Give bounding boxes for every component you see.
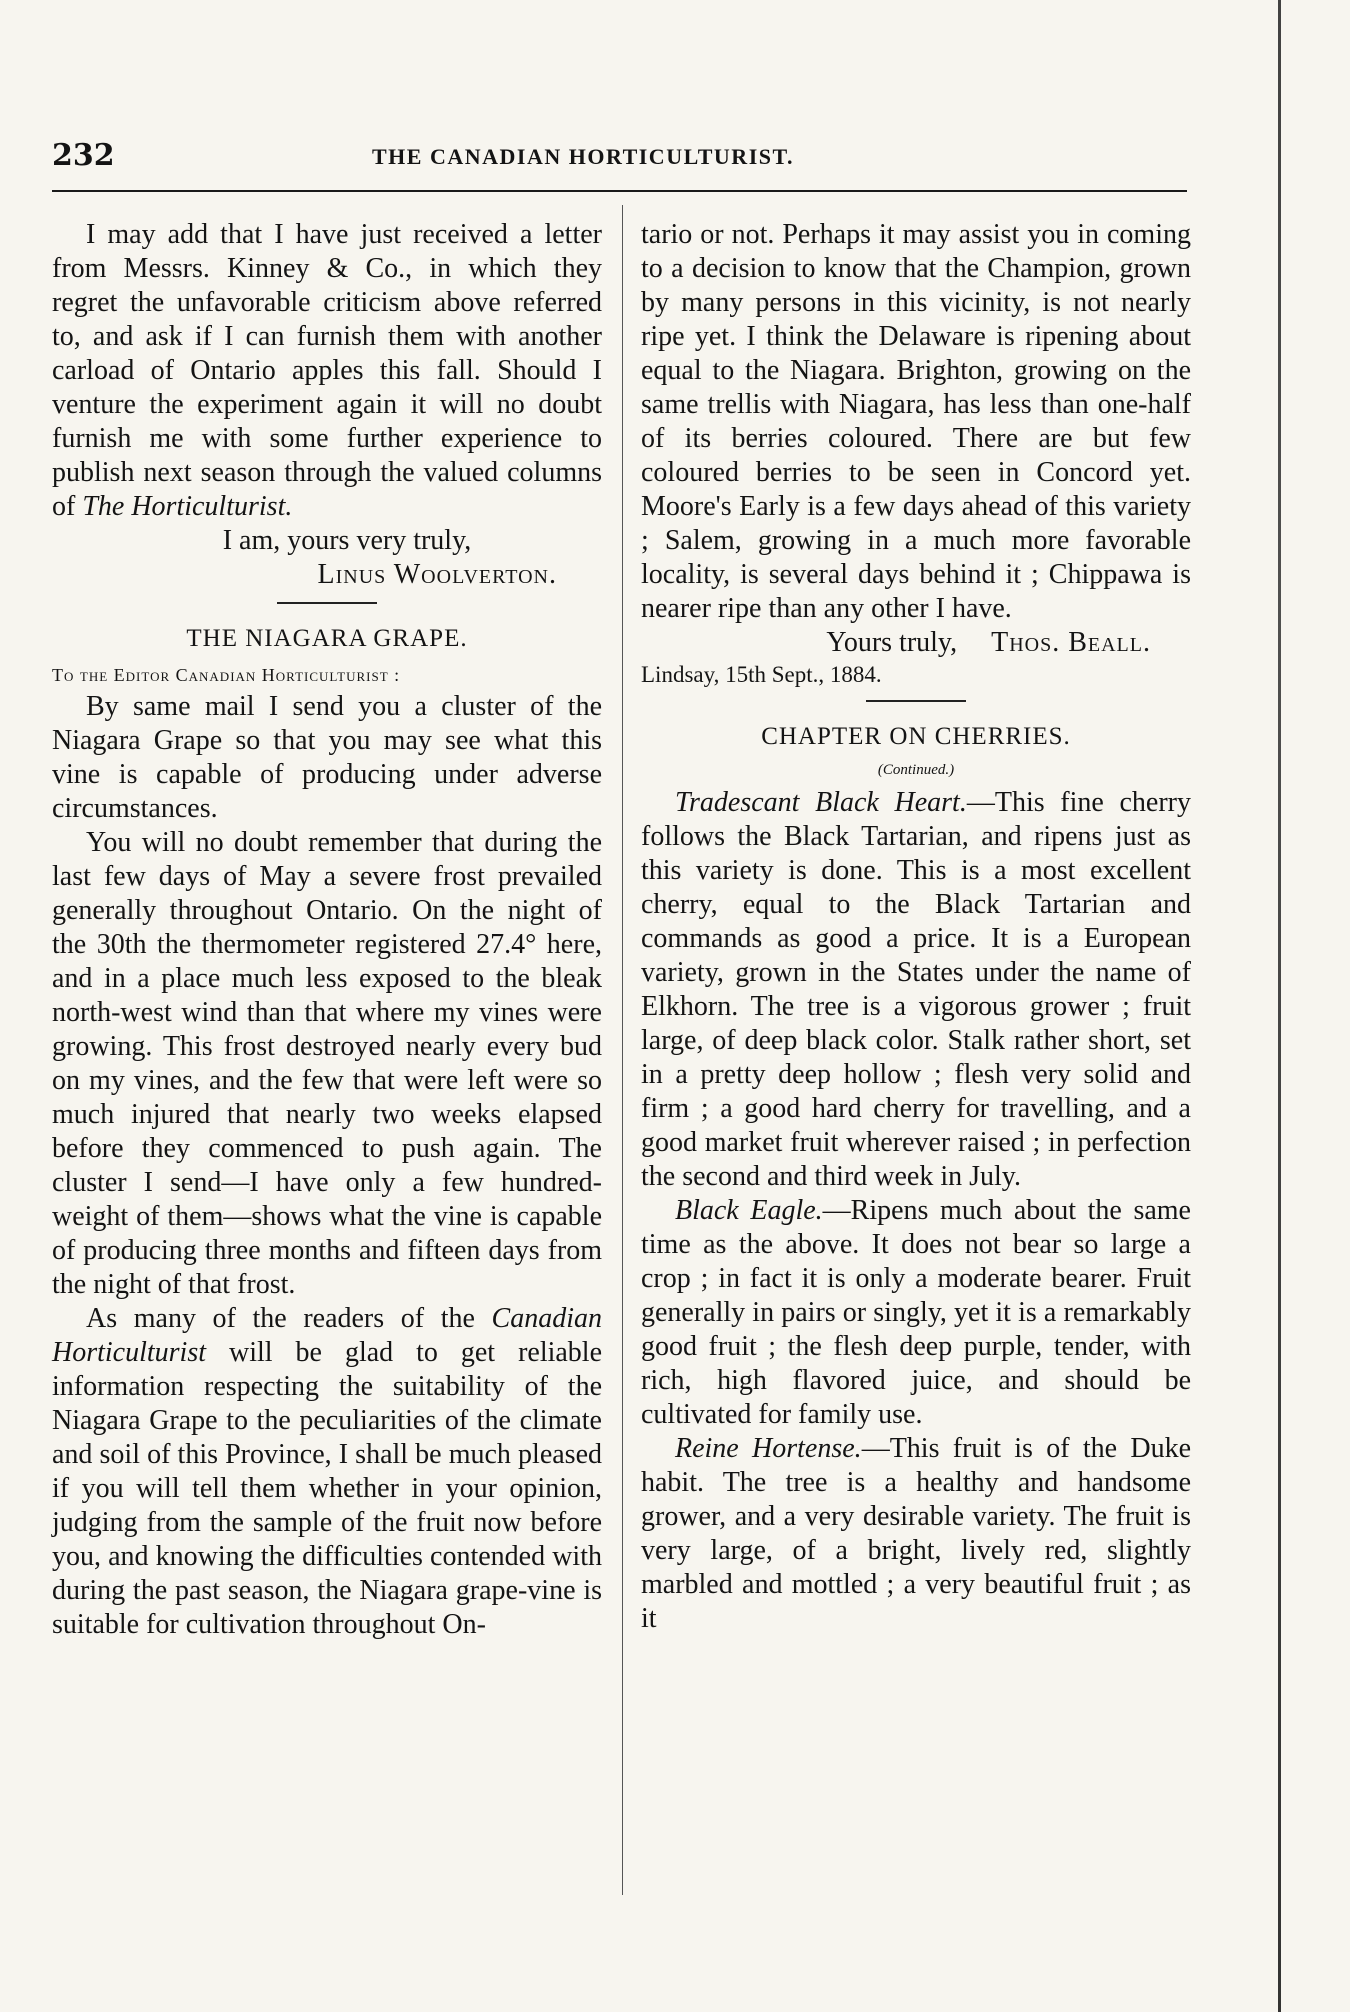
signature-woolverton: Linus Woolverton. — [317, 559, 557, 590]
section-separator — [277, 602, 377, 604]
binding-edge — [1278, 0, 1281, 2012]
paragraph-text: I may add that I have just received a letter from Messrs. Kinney & Co., in which they regret the unfavorable criticism above referred to, and ask if I can furnish them with another carload of Ontario apples this fall. Should I venture the experiment again it will no doubt furnish me with some further experience to publish next season through the valued columns of — [52, 219, 602, 522]
cherry-entry — [641, 1432, 1191, 1636]
paragraph-text: will be glad to get reliable information respecting the suitability of the Niagara Grape to the peculiarities of the climate and soil of this Province, I shall be much pleased if you will tell them whether in your opinion, judging from the sample of the fruit now before you, and knowing the difficulties contended with during the past season, the Niagara grape-vine is suitable for cultivation throughout On- — [52, 1337, 603, 1640]
paragraph: You will no doubt remember that during the last few days of May a severe frost prevailed generally throughout Ontario. On the night of the 30th the thermometer registered 27.4° here, and in a place much less exposed to the bleak north-west wind than that where my vines were growing. This frost destroyed nearly every bud on my vines, and the few that were left were so much injured that nearly two weeks elapsed before they commenced to push again. The cluster I send—I have only a few hundred-weight of them—shows what the vine is capable of producing three months and fifteen days from the night of that frost. — [52, 827, 602, 1300]
header-rule — [52, 190, 1187, 192]
signature-beall: Thos. Beall. — [991, 627, 1151, 658]
running-title: THE CANADIAN HORTICULTURIST. — [372, 144, 795, 169]
page-header — [52, 138, 1187, 178]
section-title-niagara: THE NIAGARA GRAPE. — [186, 625, 468, 652]
cherry-description: —Ripens much about the same time as the above. It does not bear so large a crop ; in fact it is only a moderate bearer. Fruit generally in pairs or singly, yet it is a remarkably good fruit ; the flesh deep purple, tender, with rich, high flavored juice, and should be cultivated for family use. — [641, 1195, 1191, 1430]
left-column — [52, 218, 602, 1642]
column-divider — [622, 205, 623, 1895]
paragraph: By same mail I send you a cluster of the Niagara Grape so that you may see what this vine is capable of producing under adverse circumstances. — [52, 691, 602, 824]
page-number: 232 — [52, 138, 115, 173]
signature-line — [641, 626, 1191, 660]
cherry-description: —This fine cherry follows the Black Tartarian, and ripens just as this variety is done. This is a most excellent cherry, equal to the Black Tartarian and commands as good a price. It is a European variety, grown in the States under the name of Elkhorn. The tree is a vigorous grower ; fruit large, of deep black color. Stalk rather short, set in a pretty deep hollow ; flesh very solid and firm ; a good hard cherry for travelling, and a good market fruit wherever raised ; in perfection the second and third week in July. — [641, 787, 1191, 1192]
journal-name: The Horticulturist. — [82, 491, 293, 522]
cherry-name: Reine Hortense. — [675, 1433, 862, 1464]
cherry-description: —This fruit is of the Duke habit. The tree is a healthy and handsome grower, and a very desirable variety. The fruit is very large, of a bright, lively red, slightly marbled and mottled ; a very beautiful fruit ; as it — [641, 1433, 1192, 1634]
dateline: Lindsay, 15th Sept., 1884. — [641, 662, 882, 687]
cherry-name: Black Eagle. — [675, 1195, 823, 1226]
journal-name: Canadian Horticulturist — [52, 1303, 603, 1368]
yours-truly: Yours truly, — [826, 627, 958, 658]
paragraph-text: As many of the readers of the — [86, 1303, 475, 1334]
salutation: To the Editor Canadian Horticulturist : — [52, 665, 401, 685]
cherry-entry — [641, 786, 1191, 1194]
signoff: I am, yours very truly, — [222, 525, 472, 556]
continued-note: (Continued.) — [877, 762, 955, 778]
cherry-name: Tradescant Black Heart. — [675, 787, 967, 818]
right-column — [641, 218, 1191, 1636]
letter-closing-paragraph — [52, 218, 602, 524]
paragraph — [52, 1302, 602, 1642]
section-separator — [866, 700, 966, 702]
section-title-cherries: CHAPTER ON CHERRIES. — [761, 723, 1071, 750]
cherry-entry — [641, 1194, 1191, 1432]
paragraph: tario or not. Perhaps it may assist you in coming to a decision to know that the Champion, grown by many persons in this vicinity, is not nearly ripe yet. I think the Delaware is ripening about equal to the Niagara. Brighton, growing on the same trellis with Niagara, has less than one-half of its berries coloured. There are but few coloured berries to be seen in Concord yet. Moore's Early is a few days ahead of this variety ; Salem, growing in a much more favorable locality, is several days behind it ; Chippawa is nearer ripe than any other I have. — [641, 219, 1191, 624]
